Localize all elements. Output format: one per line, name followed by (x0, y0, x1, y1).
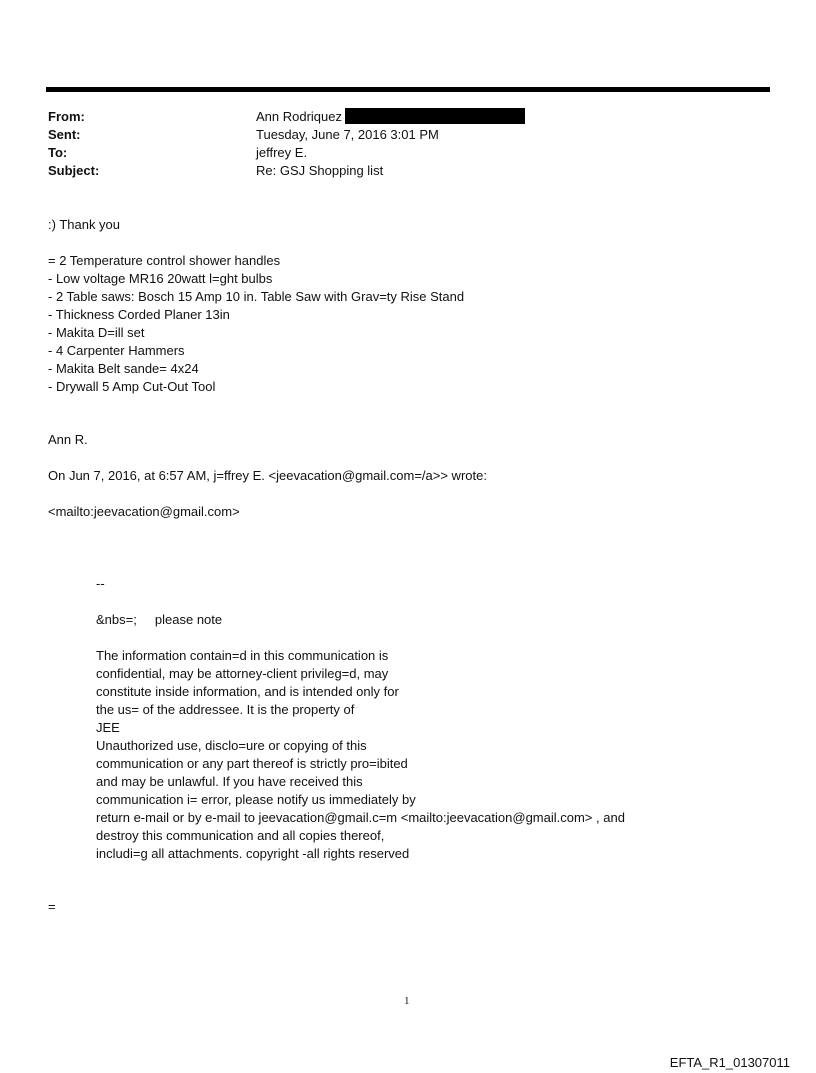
redaction-bar (345, 108, 525, 124)
disclaimer-line: and may be unlawful. If you have received this (96, 774, 363, 789)
list-item: = 2 Temperature control shower handles (48, 253, 281, 268)
to-label: To: (48, 145, 68, 160)
list-item: - Thickness Corded Planer 13in (48, 307, 230, 322)
page-number: 1 (404, 995, 410, 1007)
from-value (256, 108, 525, 126)
list-item: - Makita Belt sande= 4x24 (48, 361, 199, 376)
signature-dashes: -- (96, 576, 105, 591)
disclaimer-line: confidential, may be attorney-client privileg=d, may (96, 666, 389, 681)
signoff: Ann R. (48, 432, 88, 447)
disclaimer-line: communication or any part thereof is strictly pro=ibited (96, 756, 408, 771)
sent-value: Tuesday, June 7, 2016 3:01 PM (256, 127, 439, 142)
greeting: :) Thank you (48, 217, 121, 232)
disclaimer-line: constitute inside information, and is intended only for (96, 684, 399, 699)
from-name: Ann Rodriquez (256, 109, 342, 124)
subject-label: Subject: (48, 163, 100, 178)
bates-number: EFTA_R1_01307011 (669, 1055, 790, 1070)
list-item: - Low voltage MR16 20watt l=ght bulbs (48, 271, 273, 286)
mailto-link[interactable]: <mailto:jeevacation@gmail.com> (48, 504, 240, 519)
disclaimer-line: includi=g all attachments. copyright -all rights reserved (96, 846, 410, 861)
disclaimer-line: Unauthorized use, disclo=ure or copying of this (96, 738, 367, 753)
please-note: &nbs=; please note (96, 612, 223, 627)
quote-line: On Jun 7, 2016, at 6:57 AM, j=ffrey E. <jeevacation@gmail.com=/a>> wrote: (48, 468, 487, 483)
subject-value: Re: GSJ Shopping list (256, 163, 384, 178)
disclaimer-line: the us= of the addressee. It is the property of (96, 702, 355, 717)
list-item: - Makita D=ill set (48, 325, 145, 340)
trailing-equals: = (48, 899, 56, 914)
from-label: From: (48, 109, 85, 124)
list-item: - Drywall 5 Amp Cut-Out Tool (48, 379, 216, 394)
disclaimer-line: return e-mail or by e-mail to jeevacation@gmail.c=m <mailto:jeevacation@gmail.com> , and (96, 810, 625, 825)
disclaimer-line: The information contain=d in this communication is (96, 648, 389, 663)
disclaimer-line: destroy this communication and all copies thereof, (96, 828, 385, 843)
disclaimer-line: JEE (96, 720, 120, 735)
to-value: jeffrey E. (256, 145, 308, 160)
disclaimer-line: communication i= error, please notify us immediately by (96, 792, 416, 807)
list-item: - 4 Carpenter Hammers (48, 343, 185, 358)
list-item: - 2 Table saws: Bosch 15 Amp 10 in. Table Saw with Grav=ty Rise Stand (48, 289, 465, 304)
header-rule (46, 87, 770, 92)
sent-label: Sent: (48, 127, 81, 142)
